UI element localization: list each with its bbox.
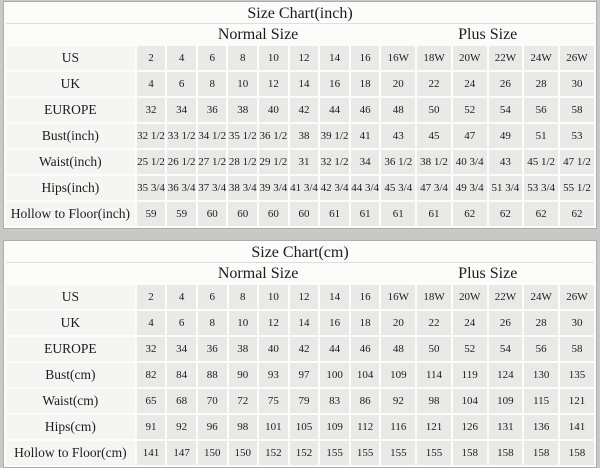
normal-size-header: Normal Size	[137, 265, 380, 283]
size-value-cell: 43	[489, 150, 523, 174]
size-value-cell: 150	[198, 441, 227, 465]
size-value-cell: 24W	[524, 46, 558, 70]
size-value-cell: 24W	[524, 285, 558, 309]
size-value-cell: 141	[137, 441, 166, 465]
size-value-cell: 4	[137, 311, 166, 335]
size-value-cell: 119	[453, 363, 487, 387]
size-value-cell: 70	[198, 389, 227, 413]
size-value-cell: 65	[137, 389, 166, 413]
size-value-cell: 45	[417, 124, 451, 148]
size-value-cell: 37 3/4	[198, 176, 227, 200]
plus-size-header: Plus Size	[381, 265, 594, 283]
size-value-cell: 155	[381, 441, 415, 465]
size-value-cell: 59	[137, 202, 166, 226]
size-value-cell: 32	[137, 98, 166, 122]
size-value-cell: 22W	[489, 46, 523, 70]
size-value-cell: 4	[167, 46, 196, 70]
table-row	[6, 202, 594, 226]
table-row	[6, 415, 594, 439]
size-value-cell: 20	[381, 72, 415, 96]
size-value-cell: 61	[381, 202, 415, 226]
size-value-cell: 158	[453, 441, 487, 465]
size-value-cell: 124	[489, 363, 523, 387]
size-value-cell: 47 3/4	[417, 176, 451, 200]
size-value-cell: 27 1/2	[198, 150, 227, 174]
size-value-cell: 38	[229, 337, 258, 361]
size-value-cell: 114	[417, 363, 451, 387]
size-value-cell: 43	[381, 124, 415, 148]
size-value-cell: 86	[351, 389, 380, 413]
size-value-cell: 54	[489, 98, 523, 122]
size-value-cell: 16	[351, 285, 380, 309]
size-value-cell: 16	[320, 72, 349, 96]
size-value-cell: 56	[524, 337, 558, 361]
size-value-cell: 22W	[489, 285, 523, 309]
size-value-cell: 83	[320, 389, 349, 413]
size-value-cell: 32	[137, 337, 166, 361]
table-row	[6, 98, 594, 122]
table-row	[6, 285, 594, 309]
size-value-cell: 38	[290, 124, 319, 148]
size-value-cell: 59	[167, 202, 196, 226]
size-value-cell: 72	[229, 389, 258, 413]
size-value-cell: 36	[198, 98, 227, 122]
size-value-cell: 152	[259, 441, 288, 465]
row-label: UK	[6, 72, 135, 96]
size-value-cell: 68	[167, 389, 196, 413]
size-value-cell: 52	[453, 337, 487, 361]
size-value-cell: 61	[351, 202, 380, 226]
size-value-cell: 14	[290, 311, 319, 335]
size-value-cell: 51	[524, 124, 558, 148]
size-value-cell: 62	[489, 202, 523, 226]
size-value-cell: 131	[489, 415, 523, 439]
size-value-cell: 62	[453, 202, 487, 226]
size-value-cell: 115	[524, 389, 558, 413]
size-value-cell: 58	[560, 98, 594, 122]
size-value-cell: 26W	[560, 285, 594, 309]
size-value-cell: 39 3/4	[259, 176, 288, 200]
size-value-cell: 29 1/2	[259, 150, 288, 174]
corner-cell	[6, 26, 135, 44]
size-value-cell: 90	[229, 363, 258, 387]
size-value-cell: 35 1/2	[228, 124, 257, 148]
size-value-cell: 2	[137, 285, 166, 309]
size-value-cell: 155	[417, 441, 451, 465]
size-value-cell: 136	[524, 415, 558, 439]
size-value-cell: 14	[290, 72, 319, 96]
size-value-cell: 12	[259, 72, 288, 96]
plus-size-header: Plus Size	[381, 26, 594, 44]
size-value-cell: 91	[137, 415, 166, 439]
size-value-cell: 92	[167, 415, 196, 439]
size-value-cell: 38 1/2	[417, 150, 451, 174]
size-value-cell: 109	[381, 363, 415, 387]
size-value-cell: 10	[259, 46, 288, 70]
size-value-cell: 22	[417, 72, 451, 96]
size-value-cell: 141	[560, 415, 594, 439]
size-value-cell: 53	[560, 124, 594, 148]
row-label: Bust(inch)	[6, 124, 135, 148]
size-value-cell: 39 1/2	[320, 124, 349, 148]
size-value-cell: 36	[198, 337, 227, 361]
size-value-cell: 8	[229, 285, 258, 309]
size-value-cell: 60	[290, 202, 319, 226]
table-title: Size Chart(cm)	[6, 243, 594, 263]
size-value-cell: 42	[290, 98, 319, 122]
size-value-cell: 18W	[417, 285, 451, 309]
size-value-cell: 10	[259, 285, 288, 309]
size-value-cell: 14	[320, 285, 349, 309]
size-value-cell: 48	[381, 98, 415, 122]
size-value-cell: 28 1/2	[228, 150, 257, 174]
size-value-cell: 104	[453, 389, 487, 413]
size-value-cell: 42 3/4	[320, 176, 349, 200]
size-value-cell: 26	[489, 72, 523, 96]
row-label: EUROPE	[6, 337, 135, 361]
size-value-cell: 34	[167, 98, 196, 122]
size-value-cell: 60	[198, 202, 227, 226]
size-value-cell: 12	[290, 285, 319, 309]
size-value-cell: 16W	[381, 46, 415, 70]
size-value-cell: 50	[417, 98, 451, 122]
size-value-cell: 41	[351, 124, 380, 148]
size-value-cell: 155	[320, 441, 349, 465]
size-value-cell: 40	[259, 337, 288, 361]
size-value-cell: 24	[453, 72, 487, 96]
row-label: Waist(inch)	[6, 150, 135, 174]
size-value-cell: 50	[417, 337, 451, 361]
table-row	[6, 441, 594, 465]
size-value-cell: 24	[453, 311, 487, 335]
size-value-cell: 152	[290, 441, 319, 465]
size-value-cell: 126	[453, 415, 487, 439]
size-value-cell: 30	[560, 72, 594, 96]
size-value-cell: 53 3/4	[524, 176, 558, 200]
size-value-cell: 18	[351, 72, 380, 96]
size-value-cell: 36 1/2	[381, 150, 415, 174]
size-value-cell: 135	[560, 363, 594, 387]
row-label: EUROPE	[6, 98, 135, 122]
size-value-cell: 48	[381, 337, 415, 361]
size-value-cell: 12	[259, 311, 288, 335]
size-value-cell: 20	[381, 311, 415, 335]
size-value-cell: 16	[351, 46, 380, 70]
size-value-cell: 79	[290, 389, 319, 413]
size-value-cell: 104	[351, 363, 380, 387]
size-value-cell: 6	[198, 46, 227, 70]
size-chart-inch-table	[3, 1, 597, 229]
size-value-cell: 98	[417, 389, 451, 413]
size-value-cell: 42	[290, 337, 319, 361]
size-value-cell: 121	[560, 389, 594, 413]
size-value-cell: 32 1/2	[320, 150, 349, 174]
size-value-cell: 6	[167, 311, 196, 335]
table-row	[6, 363, 594, 387]
size-value-cell: 88	[198, 363, 227, 387]
group-header-row	[6, 26, 594, 44]
size-value-cell: 158	[524, 441, 558, 465]
group-header-row	[6, 265, 594, 283]
size-value-cell: 45 1/2	[524, 150, 558, 174]
size-value-cell: 10	[228, 72, 257, 96]
size-value-cell: 60	[259, 202, 288, 226]
size-value-cell: 4	[137, 72, 166, 96]
size-value-cell: 8	[228, 46, 257, 70]
normal-size-header: Normal Size	[137, 26, 380, 44]
size-value-cell: 44 3/4	[351, 176, 380, 200]
size-value-cell: 155	[351, 441, 380, 465]
size-value-cell: 26 1/2	[167, 150, 196, 174]
size-value-cell: 109	[489, 389, 523, 413]
size-value-cell: 16	[320, 311, 349, 335]
row-label: Hollow to Floor(inch)	[6, 202, 135, 226]
table-row	[6, 176, 594, 200]
size-value-cell: 105	[290, 415, 319, 439]
size-value-cell: 28	[524, 311, 558, 335]
size-value-cell: 47 1/2	[560, 150, 594, 174]
size-value-cell: 121	[417, 415, 451, 439]
size-value-cell: 158	[489, 441, 523, 465]
size-value-cell: 147	[167, 441, 196, 465]
row-label: Hips(inch)	[6, 176, 135, 200]
size-value-cell: 36 3/4	[167, 176, 196, 200]
size-value-cell: 10	[229, 311, 258, 335]
size-value-cell: 36 1/2	[259, 124, 288, 148]
size-value-cell: 4	[167, 285, 196, 309]
size-value-cell: 44	[320, 98, 349, 122]
size-value-cell: 61	[320, 202, 349, 226]
size-chart-inch-body	[6, 46, 594, 226]
size-value-cell: 6	[198, 285, 227, 309]
size-value-cell: 116	[381, 415, 415, 439]
size-value-cell: 49	[489, 124, 523, 148]
table-title: Size Chart(inch)	[6, 4, 594, 24]
size-value-cell: 38 3/4	[228, 176, 257, 200]
size-value-cell: 150	[229, 441, 258, 465]
size-value-cell: 158	[560, 441, 594, 465]
size-value-cell: 28	[524, 72, 558, 96]
size-value-cell: 62	[560, 202, 594, 226]
size-value-cell: 16W	[381, 285, 415, 309]
size-value-cell: 34 1/2	[198, 124, 227, 148]
row-label: Hollow to Floor(cm)	[6, 441, 135, 465]
size-value-cell: 25 1/2	[137, 150, 166, 174]
size-value-cell: 20W	[453, 285, 487, 309]
size-value-cell: 52	[453, 98, 487, 122]
size-value-cell: 26W	[560, 46, 594, 70]
size-value-cell: 8	[198, 72, 227, 96]
size-value-cell: 6	[167, 72, 196, 96]
size-value-cell: 14	[320, 46, 349, 70]
title-row	[6, 243, 594, 263]
size-value-cell: 30	[560, 311, 594, 335]
size-value-cell: 82	[137, 363, 166, 387]
table-row	[6, 389, 594, 413]
size-value-cell: 12	[290, 46, 319, 70]
row-label: Hips(cm)	[6, 415, 135, 439]
size-value-cell: 45 3/4	[381, 176, 415, 200]
size-value-cell: 32 1/2	[137, 124, 166, 148]
size-value-cell: 75	[259, 389, 288, 413]
size-value-cell: 61	[417, 202, 451, 226]
size-value-cell: 46	[351, 98, 380, 122]
size-chart-cm-body	[6, 285, 594, 465]
size-value-cell: 98	[229, 415, 258, 439]
size-value-cell: 100	[320, 363, 349, 387]
size-value-cell: 92	[381, 389, 415, 413]
size-value-cell: 33 1/2	[167, 124, 196, 148]
size-value-cell: 97	[290, 363, 319, 387]
row-label: Waist(cm)	[6, 389, 135, 413]
size-value-cell: 56	[524, 98, 558, 122]
size-value-cell: 35 3/4	[137, 176, 166, 200]
size-value-cell: 130	[524, 363, 558, 387]
size-value-cell: 20W	[453, 46, 487, 70]
row-label: US	[6, 285, 135, 309]
size-value-cell: 46	[351, 337, 380, 361]
size-value-cell: 40	[259, 98, 288, 122]
size-value-cell: 22	[417, 311, 451, 335]
size-value-cell: 41 3/4	[290, 176, 319, 200]
size-value-cell: 112	[351, 415, 380, 439]
size-value-cell: 96	[198, 415, 227, 439]
size-value-cell: 101	[259, 415, 288, 439]
size-value-cell: 18	[351, 311, 380, 335]
table-row	[6, 150, 594, 174]
size-value-cell: 34	[167, 337, 196, 361]
size-value-cell: 51 3/4	[489, 176, 523, 200]
size-value-cell: 40 3/4	[453, 150, 487, 174]
size-value-cell: 109	[320, 415, 349, 439]
size-value-cell: 38	[228, 98, 257, 122]
size-value-cell: 2	[137, 46, 166, 70]
row-label: UK	[6, 311, 135, 335]
size-value-cell: 47	[453, 124, 487, 148]
size-value-cell: 55 1/2	[560, 176, 594, 200]
table-row	[6, 46, 594, 70]
title-row	[6, 4, 594, 24]
size-value-cell: 54	[489, 337, 523, 361]
size-value-cell: 84	[167, 363, 196, 387]
table-row	[6, 311, 594, 335]
size-value-cell: 62	[524, 202, 558, 226]
size-value-cell: 31	[290, 150, 319, 174]
size-value-cell: 58	[560, 337, 594, 361]
table-row	[6, 124, 594, 148]
size-value-cell: 60	[228, 202, 257, 226]
corner-cell	[6, 265, 135, 283]
size-value-cell: 93	[259, 363, 288, 387]
size-value-cell: 26	[489, 311, 523, 335]
table-row	[6, 72, 594, 96]
size-value-cell: 8	[198, 311, 227, 335]
size-value-cell: 49 3/4	[453, 176, 487, 200]
row-label: Bust(cm)	[6, 363, 135, 387]
size-value-cell: 34	[351, 150, 380, 174]
size-chart-cm-table	[3, 240, 597, 468]
size-value-cell: 18W	[417, 46, 451, 70]
table-row	[6, 337, 594, 361]
row-label: US	[6, 46, 135, 70]
size-value-cell: 44	[320, 337, 349, 361]
